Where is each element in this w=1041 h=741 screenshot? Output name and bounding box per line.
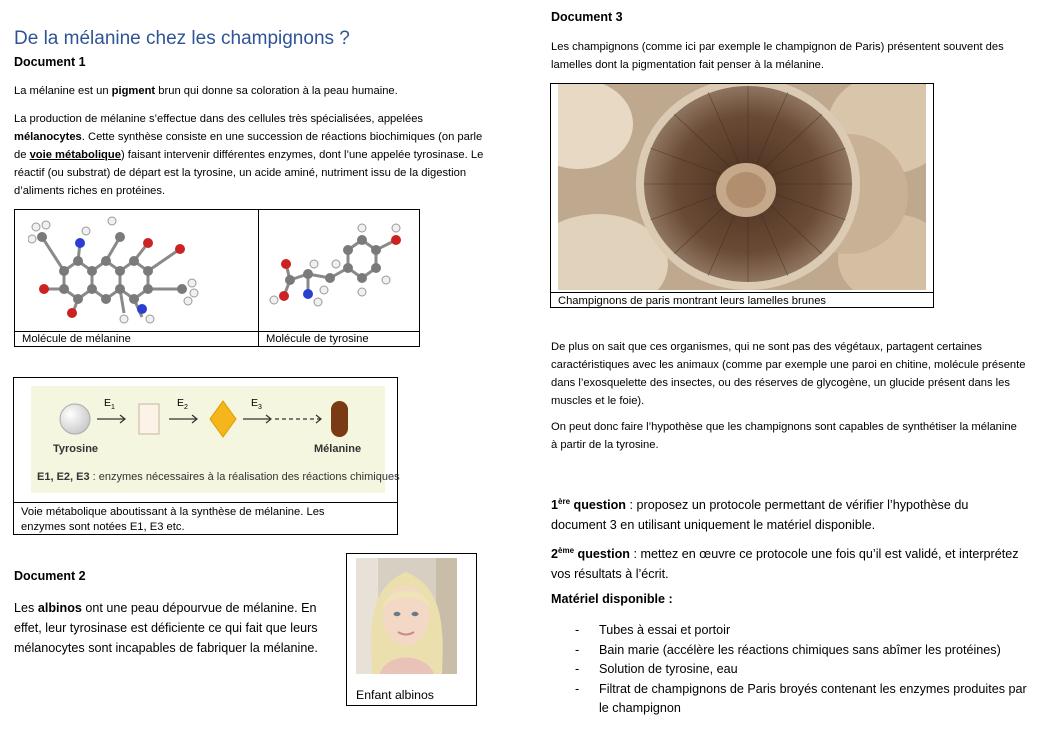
page-title: De la mélanine chez les champignons ? <box>14 28 350 49</box>
doc3-paragraph-2: De plus on sait que ces organismes, qui ne sont pas des végétaux, partagent certaines caractéristiques avec les animaux (comme par exemple une paroi en chitine, molécule présente dans l’exosquelette des insectes, ou des réserves de glycogène, un glucide présent dans les muscles et le foie). <box>551 341 1026 407</box>
albinos-photo-caption: Enfant albinos <box>356 688 434 702</box>
pathway-start-label: Tyrosine <box>53 443 99 455</box>
intermediate-1-icon <box>139 404 159 434</box>
pathway-end-label: Mélanine <box>314 443 362 455</box>
melanine-molecule-image <box>28 213 208 325</box>
doc2-heading: Document 2 <box>14 569 86 583</box>
pathway-legend: E1, E2, E3 : enzymes nécessaires à la réalisation des réactions chimiques <box>37 471 400 483</box>
doc3-heading: Document 3 <box>551 10 623 24</box>
intermediate-2-icon <box>210 401 236 437</box>
albinos-child-photo <box>356 558 457 674</box>
melanine-granule-icon <box>331 401 348 437</box>
doc1-heading: Document 1 <box>14 55 86 69</box>
question-2: 2ème question : mettez en œuvre ce protocole une fois qu’il est validé, et interprétez vos résultats à l’écrit. <box>551 546 1019 582</box>
question-1: 1ère question : proposez un protocole permettant de vérifier l’hypothèse du document 3 en utilisant uniquement le matériel disponible. <box>551 497 969 533</box>
list-item: - Tubes à essai et portoir <box>551 621 1036 641</box>
mushroom-photo <box>558 84 926 290</box>
caption-tyrosine-molecule: Molécule de tyrosine <box>266 333 369 345</box>
caption-melanine-molecule: Molécule de mélanine <box>22 333 131 345</box>
pathway-caption: Voie métabolique aboutissant à la synthèse de mélanine. Les enzymes sont notées E1, E3 etc. <box>21 506 325 533</box>
list-item: - Filtrat de champignons de Paris broyés contenant les enzymes produites par le champignon <box>551 680 1036 719</box>
doc1-paragraph-2: La production de mélanine s’effectue dans des cellules très spécialisées, appelées mélanocytes. Cette synthèse consiste en une succession de réactions biochimiques (on parle de voie métabolique) faisant intervenir différentes enzymes, dont l’une appelée tyrosinase. Le réactif (ou substrat) de départ est la tyrosine, un acide aminé, nutriment issu de la digestion d’aliments riches en protéines. <box>14 113 484 197</box>
doc3-paragraph-1: Les champignons (comme ici par exemple le champignon de Paris) présentent souvent des lamelles dont la pigmentation fait penser à la mélanine. <box>551 41 1004 71</box>
mushroom-photo-caption: Champignons de paris montrant leurs lamelles brunes <box>558 295 827 307</box>
tyrosine-sphere-icon <box>60 404 90 434</box>
doc1-paragraph-1: La mélanine est un pigment brun qui donne sa coloration à la peau humaine. <box>14 85 398 97</box>
doc3-paragraph-3: On peut donc faire l’hypothèse que les champignons sont capables de synthétiser la mélanine à partir de la tyrosine. <box>551 421 1017 451</box>
materiel-list <box>551 621 1036 719</box>
enzyme-label-e3: $E_3$ <box>251 397 262 412</box>
list-item: - Bain marie (accélère les réactions chimiques sans abîmer les protéines) <box>551 641 1036 661</box>
tyrosine-molecule-image <box>266 220 412 308</box>
doc2-paragraph: Les albinos ont une peau dépourvue de mélanine. En effet, leur tyrosinase est déficiente ce qui fait que leurs mélanocytes sont incapables de fabriquer la mélanine. <box>14 601 318 655</box>
enzyme-label-e2: $E_2$ <box>177 397 188 412</box>
enzyme-label-e1: $E_1$ <box>104 397 115 412</box>
list-item: - Solution de tyrosine, eau <box>551 660 1036 680</box>
materiel-heading: Matériel disponible : <box>551 592 673 606</box>
